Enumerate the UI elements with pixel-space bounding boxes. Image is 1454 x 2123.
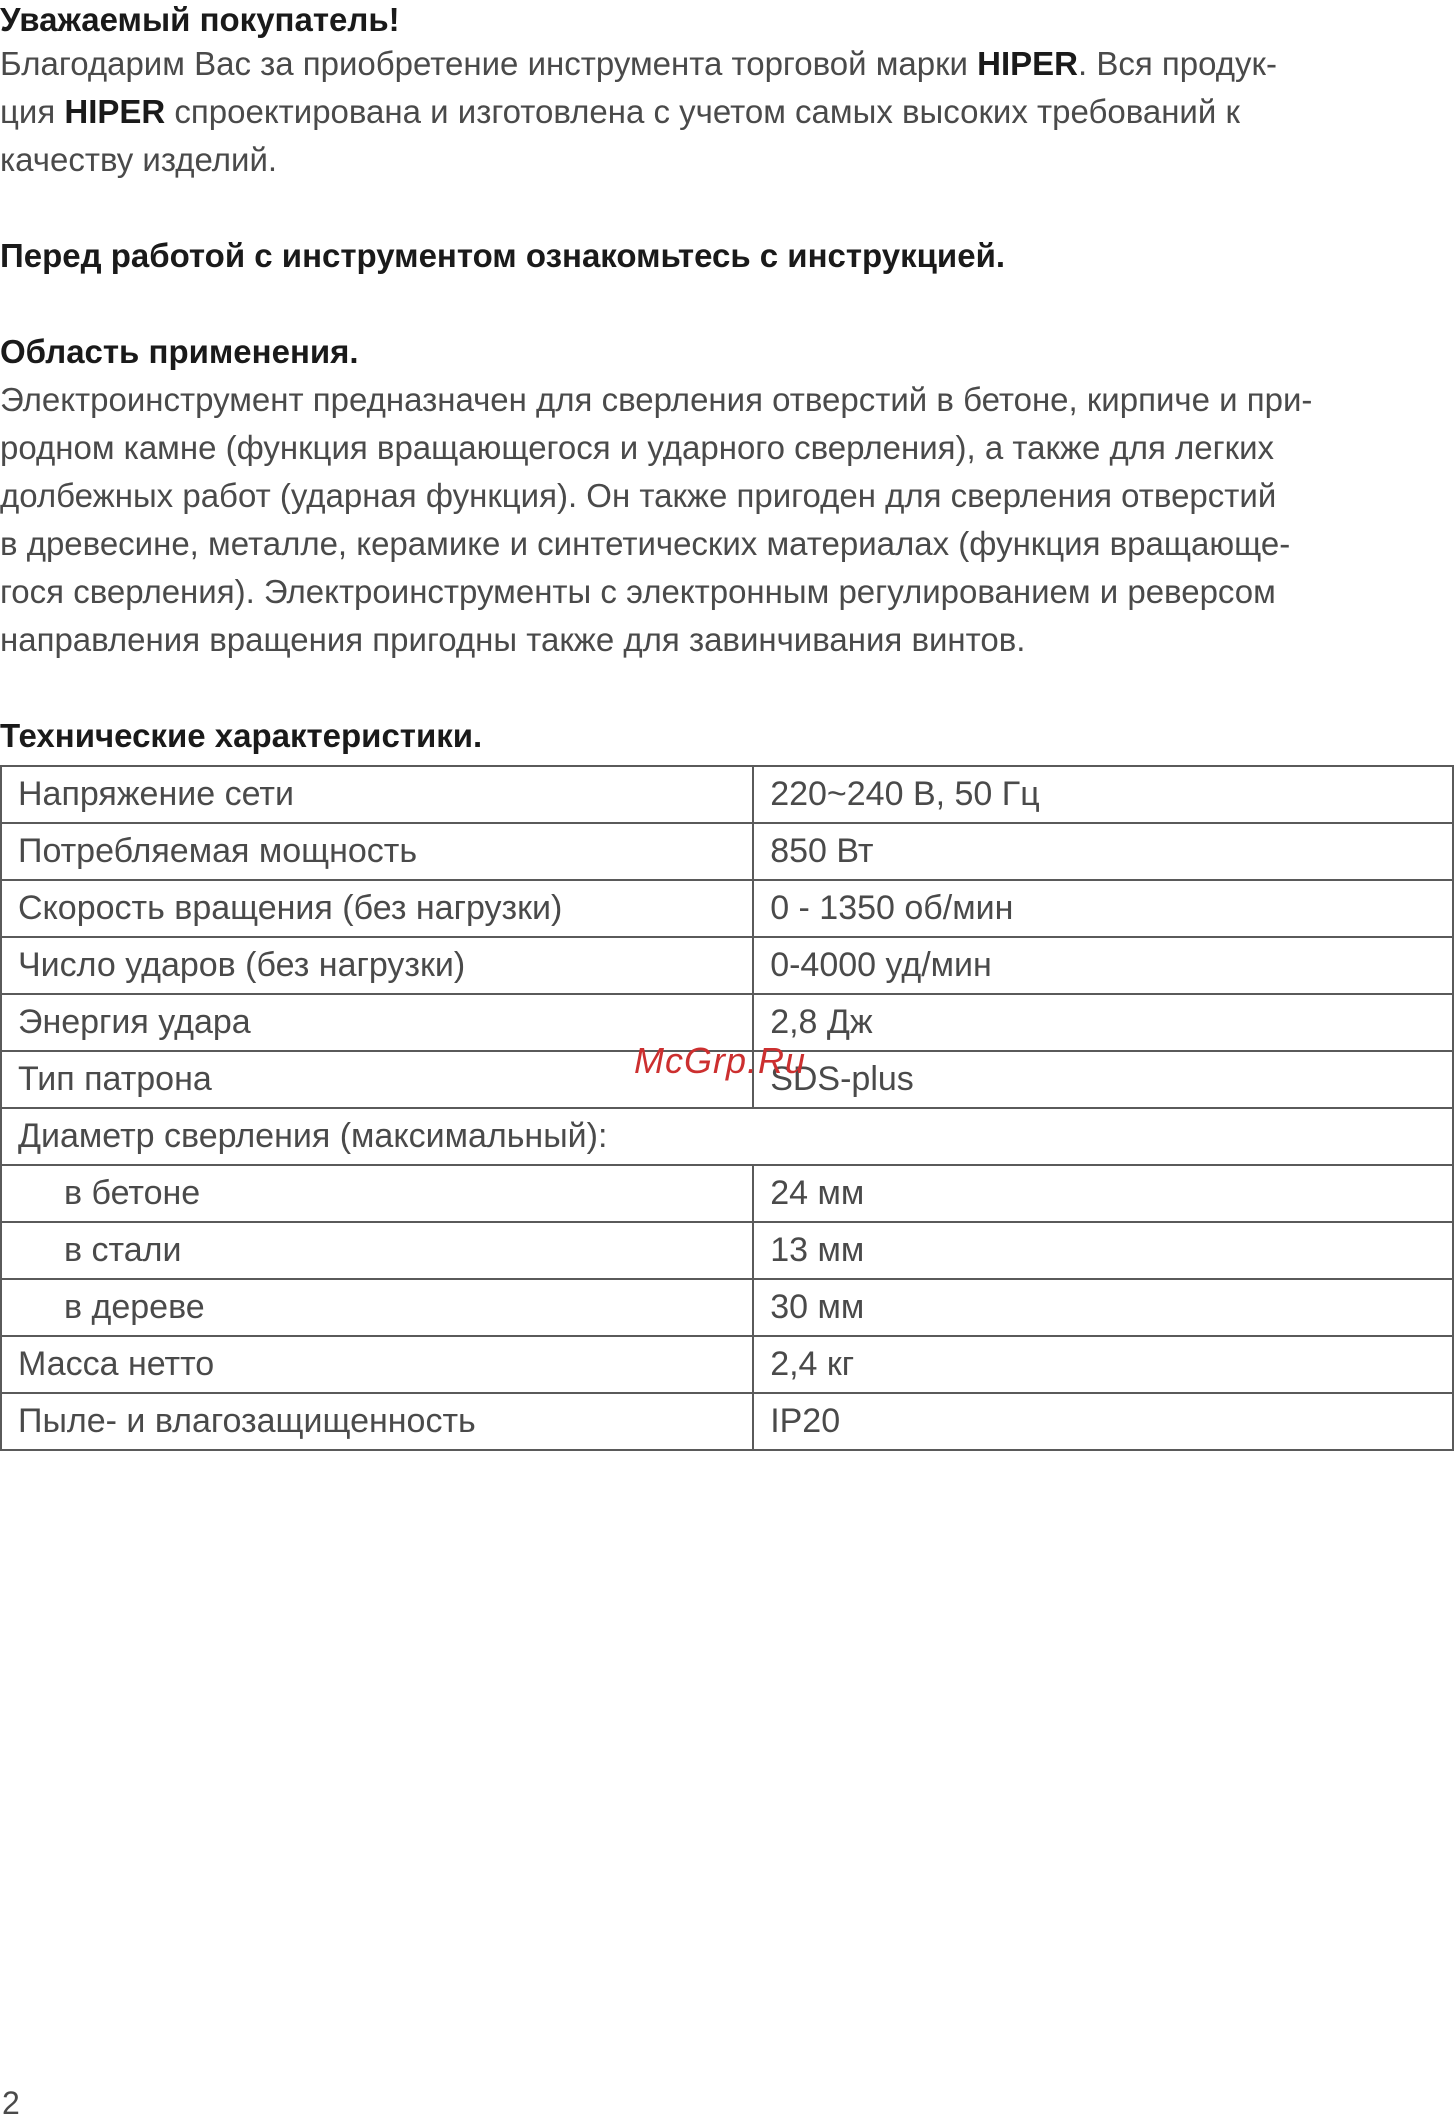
watermark: McGrp.Ru xyxy=(634,1040,807,1081)
spec-label: Скорость вращения (без нагрузки) xyxy=(1,880,753,937)
intro-text: спроектирована и изготовлена с учетом самых высоких требований к xyxy=(165,93,1240,130)
spec-value: 2,8 Дж xyxy=(753,994,1453,1051)
scope-line: долбежных работ (ударная функция). Он также пригоден для сверления отверстий xyxy=(0,477,1277,514)
scope-paragraph xyxy=(0,376,1445,664)
spec-label: в стали xyxy=(1,1222,753,1279)
spec-label: Масса нетто xyxy=(1,1336,753,1393)
spec-value: 2,4 кг xyxy=(753,1336,1453,1393)
table-row xyxy=(1,1222,1453,1279)
intro-paragraph xyxy=(0,40,1445,184)
table-row xyxy=(1,766,1453,823)
spec-value: IP20 xyxy=(753,1393,1453,1450)
greeting-heading: Уважаемый покупатель! xyxy=(0,1,400,38)
instruction-note: Перед работой с инструментом ознакомьтесь с инструкцией. xyxy=(0,237,1006,274)
intro-text: . Вся продук- xyxy=(1078,45,1277,82)
spec-label: Тип патрона xyxy=(1,1051,753,1108)
brand-name: HIPER xyxy=(977,45,1079,82)
spec-label: Энергия удара xyxy=(1,994,753,1051)
spec-value: 0-4000 уд/мин xyxy=(753,937,1453,994)
diameter-heading: Диаметр сверления (максимальный): xyxy=(1,1108,1453,1165)
intro-text: Благодарим Вас за приобретение инструмента торговой марки xyxy=(0,45,978,82)
scope-line: в древесине, металле, керамике и синтетических материалах (функция вращающе- xyxy=(0,525,1291,562)
scope-line: направления вращения пригодны также для завинчивания винтов. xyxy=(0,621,1026,658)
spec-label: в дереве xyxy=(1,1279,753,1336)
spec-label: Пыле- и влагозащищенность xyxy=(1,1393,753,1450)
spec-label: Напряжение сети xyxy=(1,766,753,823)
scope-line: Электроинструмент предназначен для сверления отверстий в бетоне, кирпиче и при- xyxy=(0,381,1313,418)
table-row xyxy=(1,1165,1453,1222)
table-row xyxy=(1,1279,1453,1336)
page-number: 2 xyxy=(2,2085,20,2121)
table-row xyxy=(1,1393,1453,1450)
specs-heading: Технические характеристики. xyxy=(0,717,483,754)
table-row xyxy=(1,823,1453,880)
table-row xyxy=(1,880,1453,937)
table-row xyxy=(1,1108,1453,1165)
scope-heading: Область применения. xyxy=(0,333,359,370)
spec-value: SDS-plus xyxy=(753,1051,1453,1108)
scope-line: гося сверления). Электроинструменты с электронным регулированием и реверсом xyxy=(0,573,1276,610)
intro-text: качеству изделий. xyxy=(0,141,278,178)
spec-value: 24 мм xyxy=(753,1165,1453,1222)
table-row xyxy=(1,1336,1453,1393)
spec-value: 13 мм xyxy=(753,1222,1453,1279)
spec-value: 30 мм xyxy=(753,1279,1453,1336)
table-row xyxy=(1,937,1453,994)
spec-label: в бетоне xyxy=(1,1165,753,1222)
scope-line: родном камне (функция вращающегося и ударного сверления), а также для легких xyxy=(0,429,1275,466)
spec-label: Число ударов (без нагрузки) xyxy=(1,937,753,994)
brand-name: HIPER xyxy=(64,93,166,130)
spec-value: 0 - 1350 об/мин xyxy=(753,880,1453,937)
spec-value: 220~240 В, 50 Гц xyxy=(753,766,1453,823)
intro-text: ция xyxy=(0,93,65,130)
specs-table xyxy=(0,765,1454,1451)
spec-value: 850 Вт xyxy=(753,823,1453,880)
spec-label: Потребляемая мощность xyxy=(1,823,753,880)
